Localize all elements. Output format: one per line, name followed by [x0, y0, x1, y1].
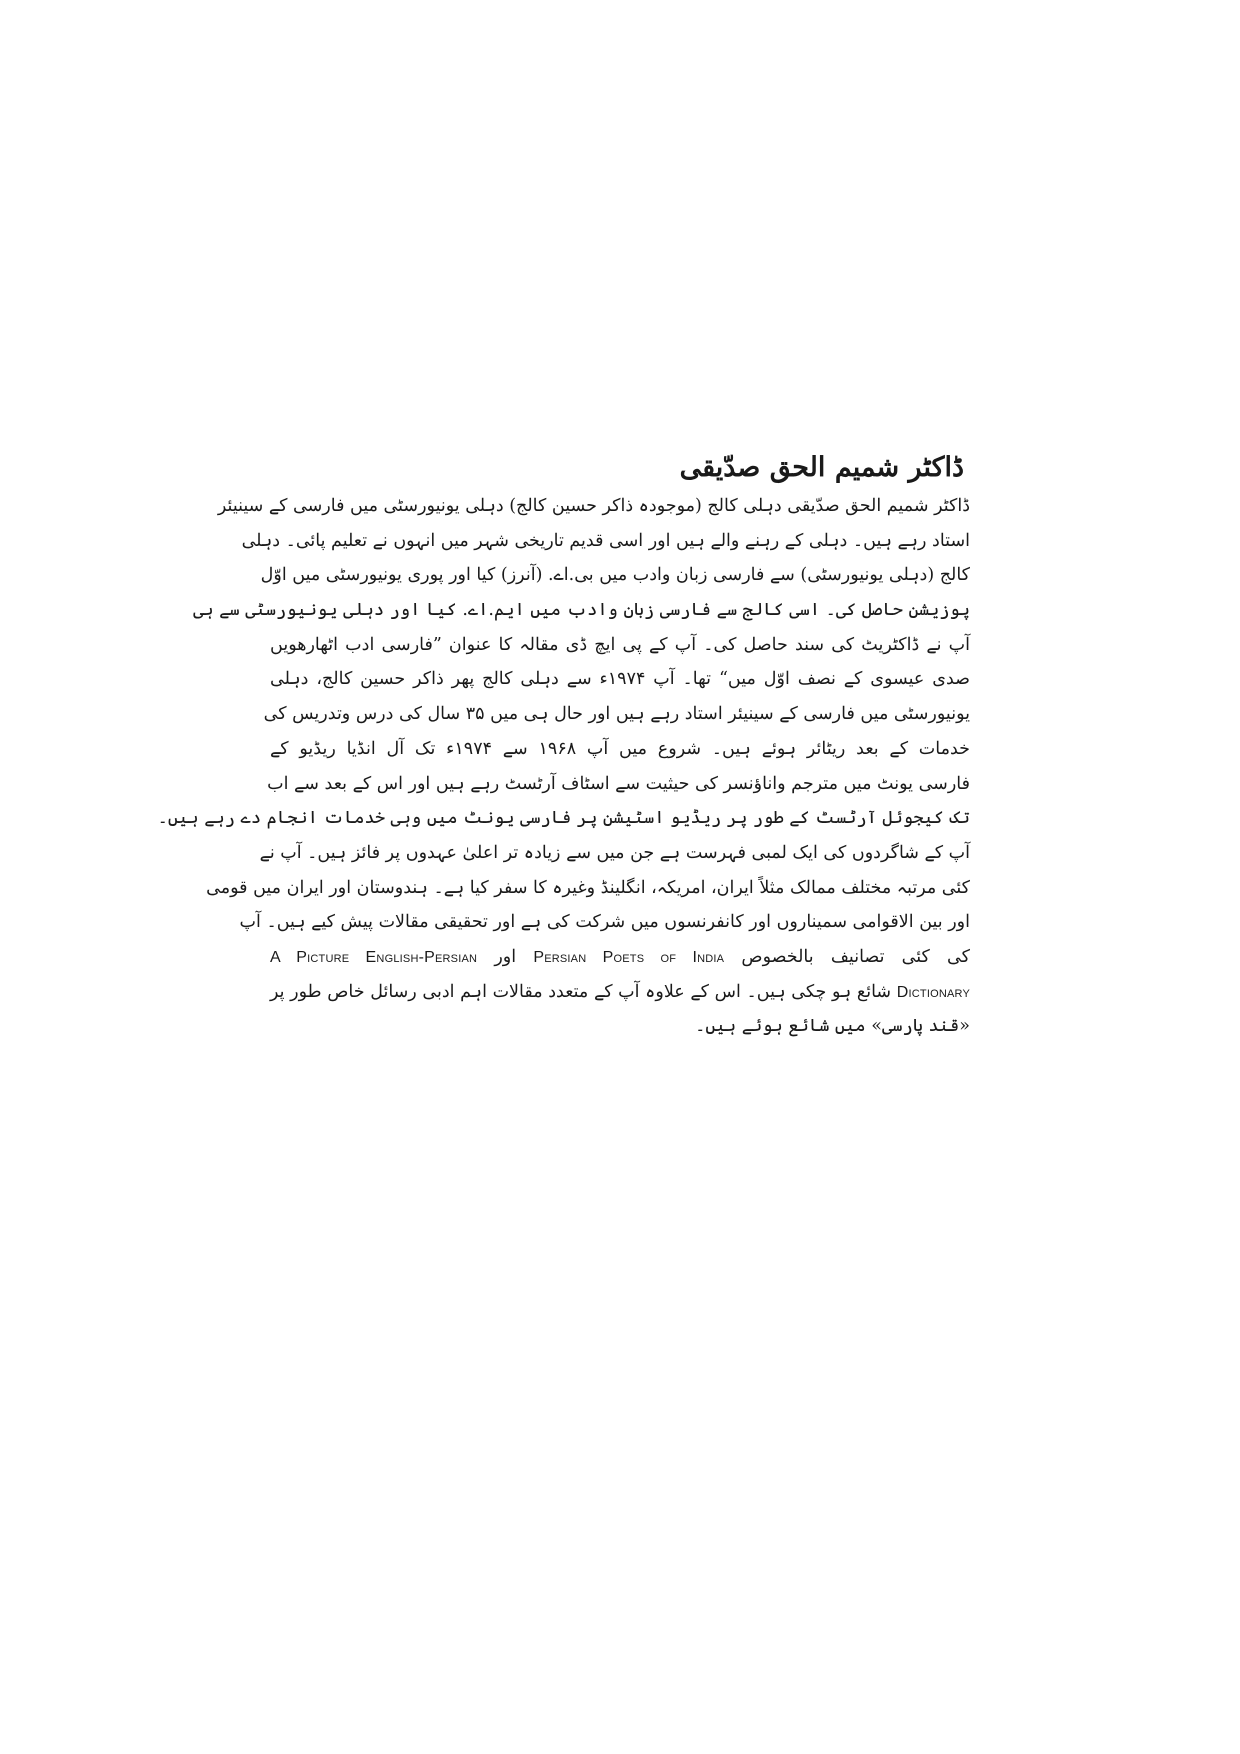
body-line-books	[270, 940, 970, 975]
body-line: آپ کے شاگردوں کی ایک لمبی فہرست ہے جن میں سے زیادہ تر اعلیٰ عہدوں پر فائز ہیں۔ آپ نے	[259, 842, 970, 863]
body-line-books-cont	[270, 975, 970, 1010]
body-line: آپ نے ڈاکٹریٹ کی سند حاصل کی۔ آپ کے پی ایچ ڈی مقالہ کا عنوان ”فارسی ادب اٹھارھویں	[270, 634, 970, 655]
body-line: پوزیشن حاصل کی۔ اسی کالج سے فارسی زبان وادب میں ایم.اے. کیا اور دہلی یونیورسٹی سے ہی	[193, 600, 970, 621]
books-joiner: اور	[494, 946, 517, 967]
body-last-line: «قند پارسی» میں شائع ہوئے ہیں۔	[695, 1016, 970, 1037]
book-title-dictionary: A Picture English-Persian	[270, 948, 478, 966]
article-body	[157, 489, 971, 1044]
books-intro-text: کی کئی تصانیف بالخصوص	[741, 946, 970, 967]
body-line: تک کیجوئل آرٹسٹ کے طور پر ریڈیو اسٹیشن پر فارسی یونٹ میں وہی خدمات انجام دے رہے ہیں۔	[157, 808, 970, 829]
article-title: ڈاکٹر شمیم الحق صدّیقی	[679, 452, 964, 483]
biography-article	[157, 448, 971, 1044]
body-line: استاد رہے ہیں۔ دہلی کے رہنے والے ہیں اور اسی قدیم تاریخی شہر میں انہوں نے تعلیم پائی۔ دہلی	[241, 530, 970, 551]
body-line: خدمات کے بعد ریٹائر ہوئے ہیں۔ شروع میں آپ ۱۹۶۸ سے ۱۹۷۴ء تک آل انڈیا ریڈیو کے	[270, 738, 970, 759]
book-title-dictionary-cont: Dictionary	[896, 983, 970, 1001]
body-line: اور بین الاقوامی سمیناروں اور کانفرنسوں میں شرکت کی ہے اور تحقیقی مقالات پیش کیے ہیں۔ آپ	[239, 912, 970, 933]
books-outro-text: شائع ہو چکی ہیں۔ اس کے علاوہ آپ کے متعدد مقالات اہم ادبی رسائل خاص طور پر	[270, 981, 892, 1002]
body-line: فارسی یونٹ میں مترجم واناؤنسر کی حیثیت سے اسٹاف آرٹسٹ رہے ہیں اور اس کے بعد سے اب	[267, 773, 970, 794]
body-line: صدی عیسوی کے نصف اوّل میں“ تھا۔ آپ ۱۹۷۴ء سے دہلی کالج پھر ذاکر حسین کالج، دہلی	[270, 669, 971, 690]
body-line: کالج (دہلی یونیورسٹی) سے فارسی زبان وادب میں بی.اے. (آنرز) کیا اور پوری یونیورسٹی میں اوّل	[260, 565, 970, 586]
body-line: یونیورسٹی میں فارسی کے سینیئر استاد رہے ہیں اور حال ہی میں ۳۵ سال کی درس وتدریس کی	[263, 704, 970, 725]
body-line: ڈاکٹر شمیم الحق صدّیقی دہلی کالج (موجودہ ذاکر حسین کالج) دہلی یونیورسٹی میں فارسی کے سینیئر	[217, 496, 970, 516]
book-title-persian-poets: Persian Poets of India	[533, 948, 725, 966]
body-line: کئی مرتبہ مختلف ممالک مثلاً ایران، امریکہ، انگلینڈ وغیرہ کا سفر کیا ہے۔ ہندوستان اور ایران میں قومی	[206, 877, 970, 898]
